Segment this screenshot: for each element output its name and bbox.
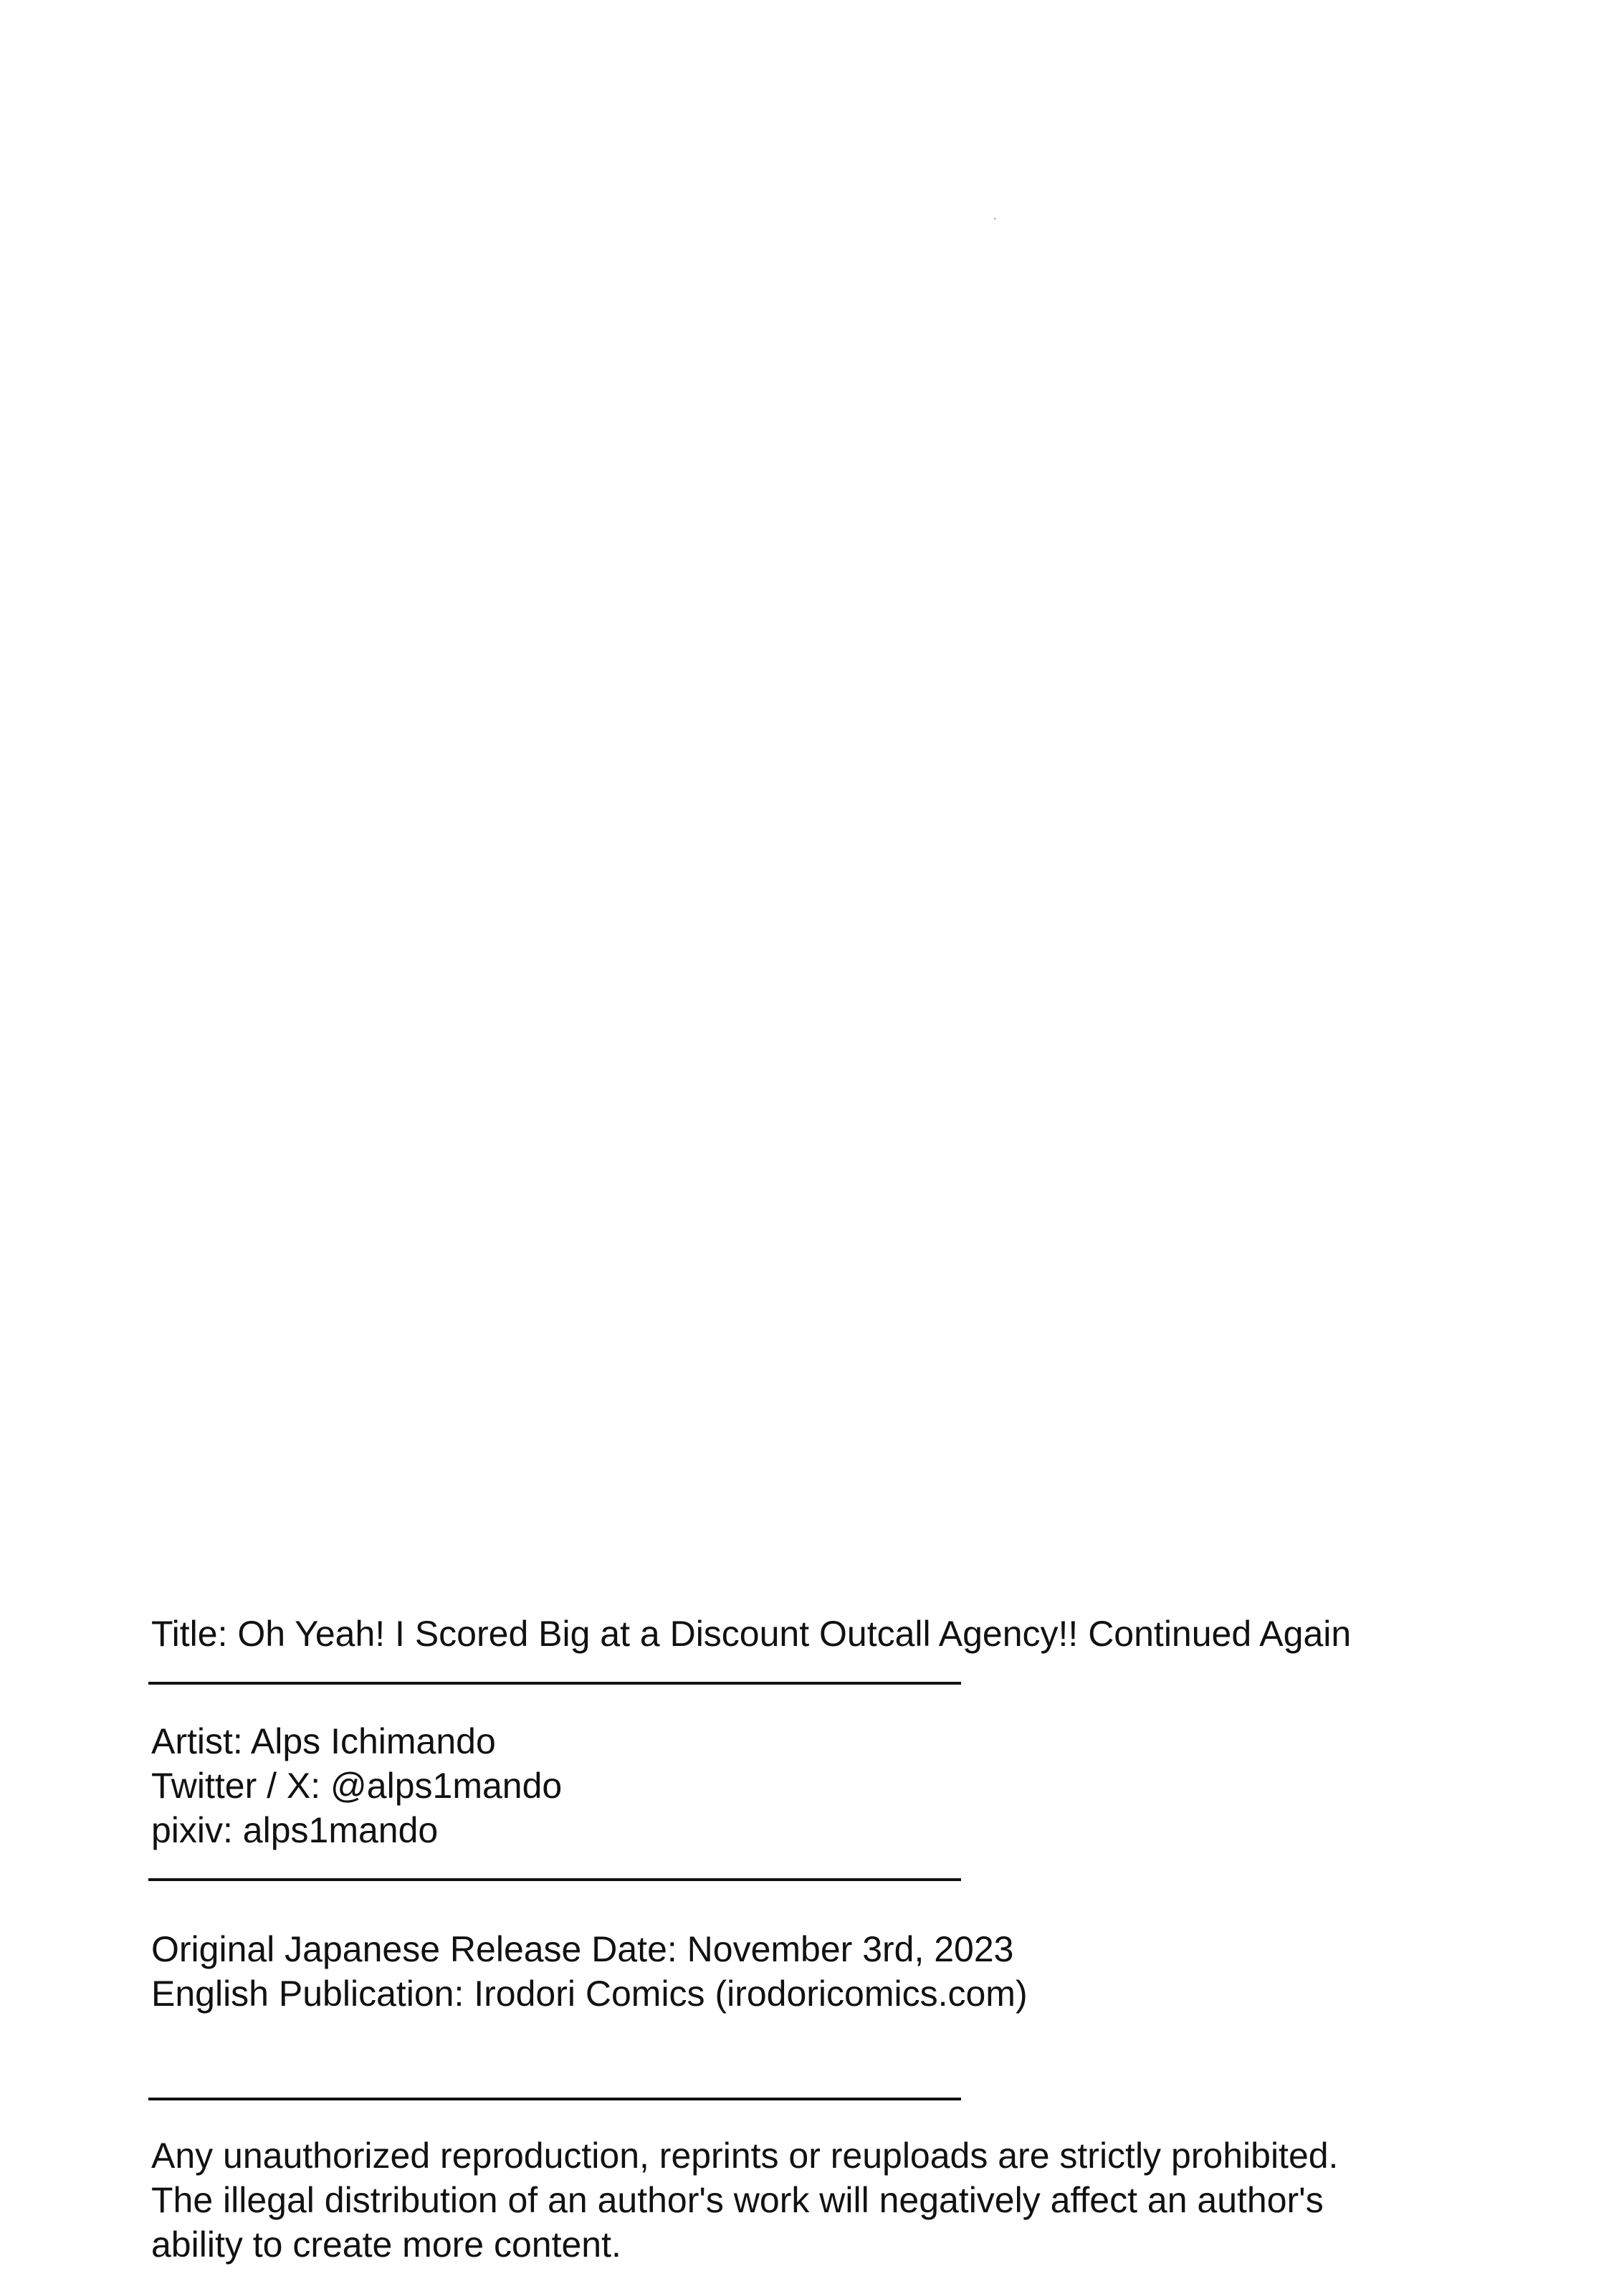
twitter-line: Twitter / X: @alps1mando <box>151 1766 563 1806</box>
release-block <box>151 1927 1513 2016</box>
divider-rule <box>148 1878 961 1881</box>
pixiv-line: pixiv: alps1mando <box>151 1810 439 1850</box>
release-date-line: Original Japanese Release Date: November 3rd, 2023 <box>151 1929 1014 1969</box>
notice-line: ability to create more content. <box>151 2224 621 2265</box>
title-line: Title: Oh Yeah! I Scored Big at a Discount Outcall Agency!! Continued Again <box>151 1614 1352 1654</box>
notice-line: Any unauthorized reproduction, reprints or reuploads are strictly prohibited. <box>151 2136 1339 2176</box>
notice-line: The illegal distribution of an author's work will negatively affect an author's <box>151 2180 1324 2220</box>
artist-line: Artist: Alps Ichimando <box>151 1721 496 1761</box>
divider-rule <box>148 1682 961 1685</box>
title-block <box>151 1612 1513 1656</box>
english-publication-line: English Publication: Irodori Comics (irodoricomics.com) <box>151 1974 1028 2014</box>
artist-block <box>151 1719 1513 1852</box>
scan-speck <box>994 218 995 219</box>
credits-section <box>151 1612 1513 2267</box>
divider-rule <box>148 2098 961 2100</box>
copyright-notice <box>151 2133 1513 2267</box>
